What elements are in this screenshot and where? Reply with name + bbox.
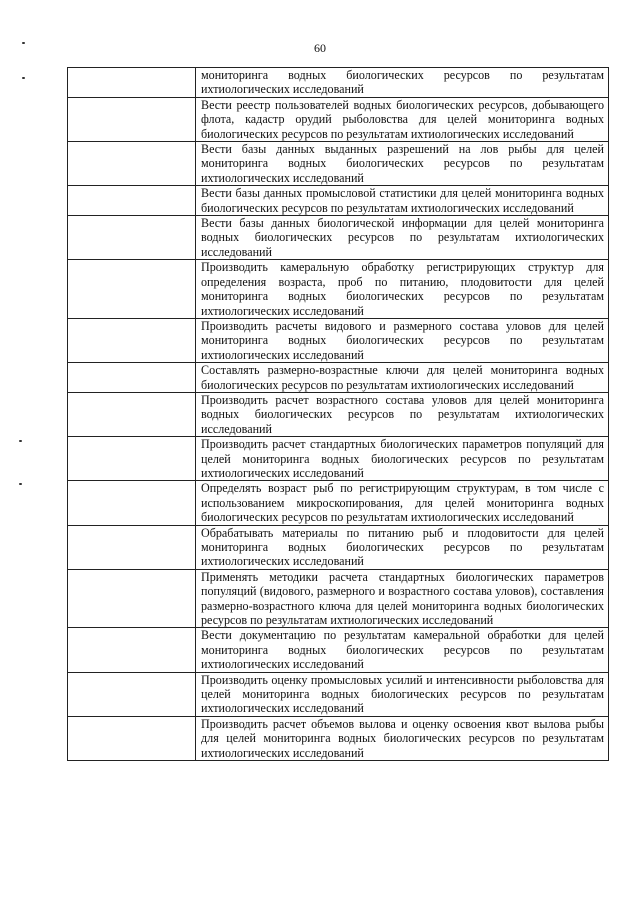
empty-cell <box>68 481 196 525</box>
empty-cell <box>68 186 196 216</box>
table-row <box>68 318 609 362</box>
empty-cell <box>68 318 196 362</box>
task-cell: Применять методики расчета стандартных биологических параметров популяций (видового, размерного и возрастного состава уловов), составления размерно-возрастного ключа для целей мониторинга водных биологических ресурсов по результатам ихтиологических исследований <box>196 569 609 628</box>
scan-mark <box>19 440 22 442</box>
task-cell: Вести документацию по результатам камеральной обработки для целей мониторинга водных биологических ресурсов по результатам ихтиологических исследований <box>196 628 609 672</box>
competency-table <box>67 67 609 761</box>
empty-cell <box>68 97 196 141</box>
empty-cell <box>68 68 196 98</box>
empty-cell <box>68 216 196 260</box>
task-cell: Вести базы данных биологической информации для целей мониторинга водных биологических ресурсов по результатам ихтиологических исследований <box>196 216 609 260</box>
table-row <box>68 68 609 98</box>
table-row <box>68 525 609 569</box>
empty-cell <box>68 672 196 716</box>
table-row <box>68 216 609 260</box>
table-row <box>68 481 609 525</box>
empty-cell <box>68 628 196 672</box>
empty-cell <box>68 437 196 481</box>
table-row <box>68 672 609 716</box>
task-cell: Производить оценку промысловых усилий и интенсивности рыболовства для целей мониторинга водных биологических ресурсов по результатам ихтиологических исследований <box>196 672 609 716</box>
empty-cell <box>68 569 196 628</box>
scan-mark <box>22 77 25 79</box>
task-cell: Обрабатывать материалы по питанию рыб и плодовитости для целей мониторинга водных биологических ресурсов по результатам ихтиологических исследований <box>196 525 609 569</box>
task-cell: Производить расчет возрастного состава уловов для целей мониторинга водных биологических ресурсов по результатам ихтиологических исследований <box>196 392 609 436</box>
scan-mark <box>19 483 22 485</box>
table-row <box>68 392 609 436</box>
table-row <box>68 142 609 186</box>
empty-cell <box>68 525 196 569</box>
task-cell: Производить камеральную обработку регистрирующих структур для определения возраста, проб по питанию, плодовитости для целей мониторинга водных биологических ресурсов по результатам ихтиологических исследований <box>196 260 609 319</box>
table-row <box>68 569 609 628</box>
task-cell: Производить расчет стандартных биологических параметров популяций для целей мониторинга водных биологических ресурсов по результатам ихтиологических исследований <box>196 437 609 481</box>
table-row <box>68 97 609 141</box>
task-cell: Производить расчет объемов вылова и оценку освоения квот вылова рыбы для целей мониторинга водных биологических ресурсов по результатам ихтиологических исследований <box>196 716 609 760</box>
empty-cell <box>68 392 196 436</box>
task-cell: мониторинга водных биологических ресурсов по результатам ихтиологических исследований <box>196 68 609 98</box>
task-cell: Производить расчеты видового и размерного состава уловов для целей мониторинга водных биологических ресурсов по результатам ихтиологических исследований <box>196 318 609 362</box>
table-row <box>68 716 609 760</box>
table-row <box>68 363 609 393</box>
table-body <box>68 68 609 761</box>
empty-cell <box>68 363 196 393</box>
task-cell: Вести базы данных выданных разрешений на лов рыбы для целей мониторинга водных биологических ресурсов по результатам ихтиологических исследований <box>196 142 609 186</box>
scan-mark <box>22 42 25 44</box>
table-row <box>68 628 609 672</box>
table-row <box>68 186 609 216</box>
empty-cell <box>68 260 196 319</box>
task-cell: Вести реестр пользователей водных биологических ресурсов, добывающего флота, кадастр орудий рыболовства для целей мониторинга водных биологических ресурсов по результатам ихтиологических исследований <box>196 97 609 141</box>
empty-cell <box>68 716 196 760</box>
table-row <box>68 260 609 319</box>
task-cell: Определять возраст рыб по регистрирующим структурам, в том числе с использованием микроскопирования, для целей мониторинга водных биологических ресурсов по результатам ихтиологических исследований <box>196 481 609 525</box>
task-cell: Составлять размерно-возрастные ключи для целей мониторинга водных биологических ресурсов по результатам ихтиологических исследований <box>196 363 609 393</box>
page-number: 60 <box>314 41 326 55</box>
task-cell: Вести базы данных промысловой статистики для целей мониторинга водных биологических ресурсов по результатам ихтиологических исследований <box>196 186 609 216</box>
empty-cell <box>68 142 196 186</box>
table-row <box>68 437 609 481</box>
